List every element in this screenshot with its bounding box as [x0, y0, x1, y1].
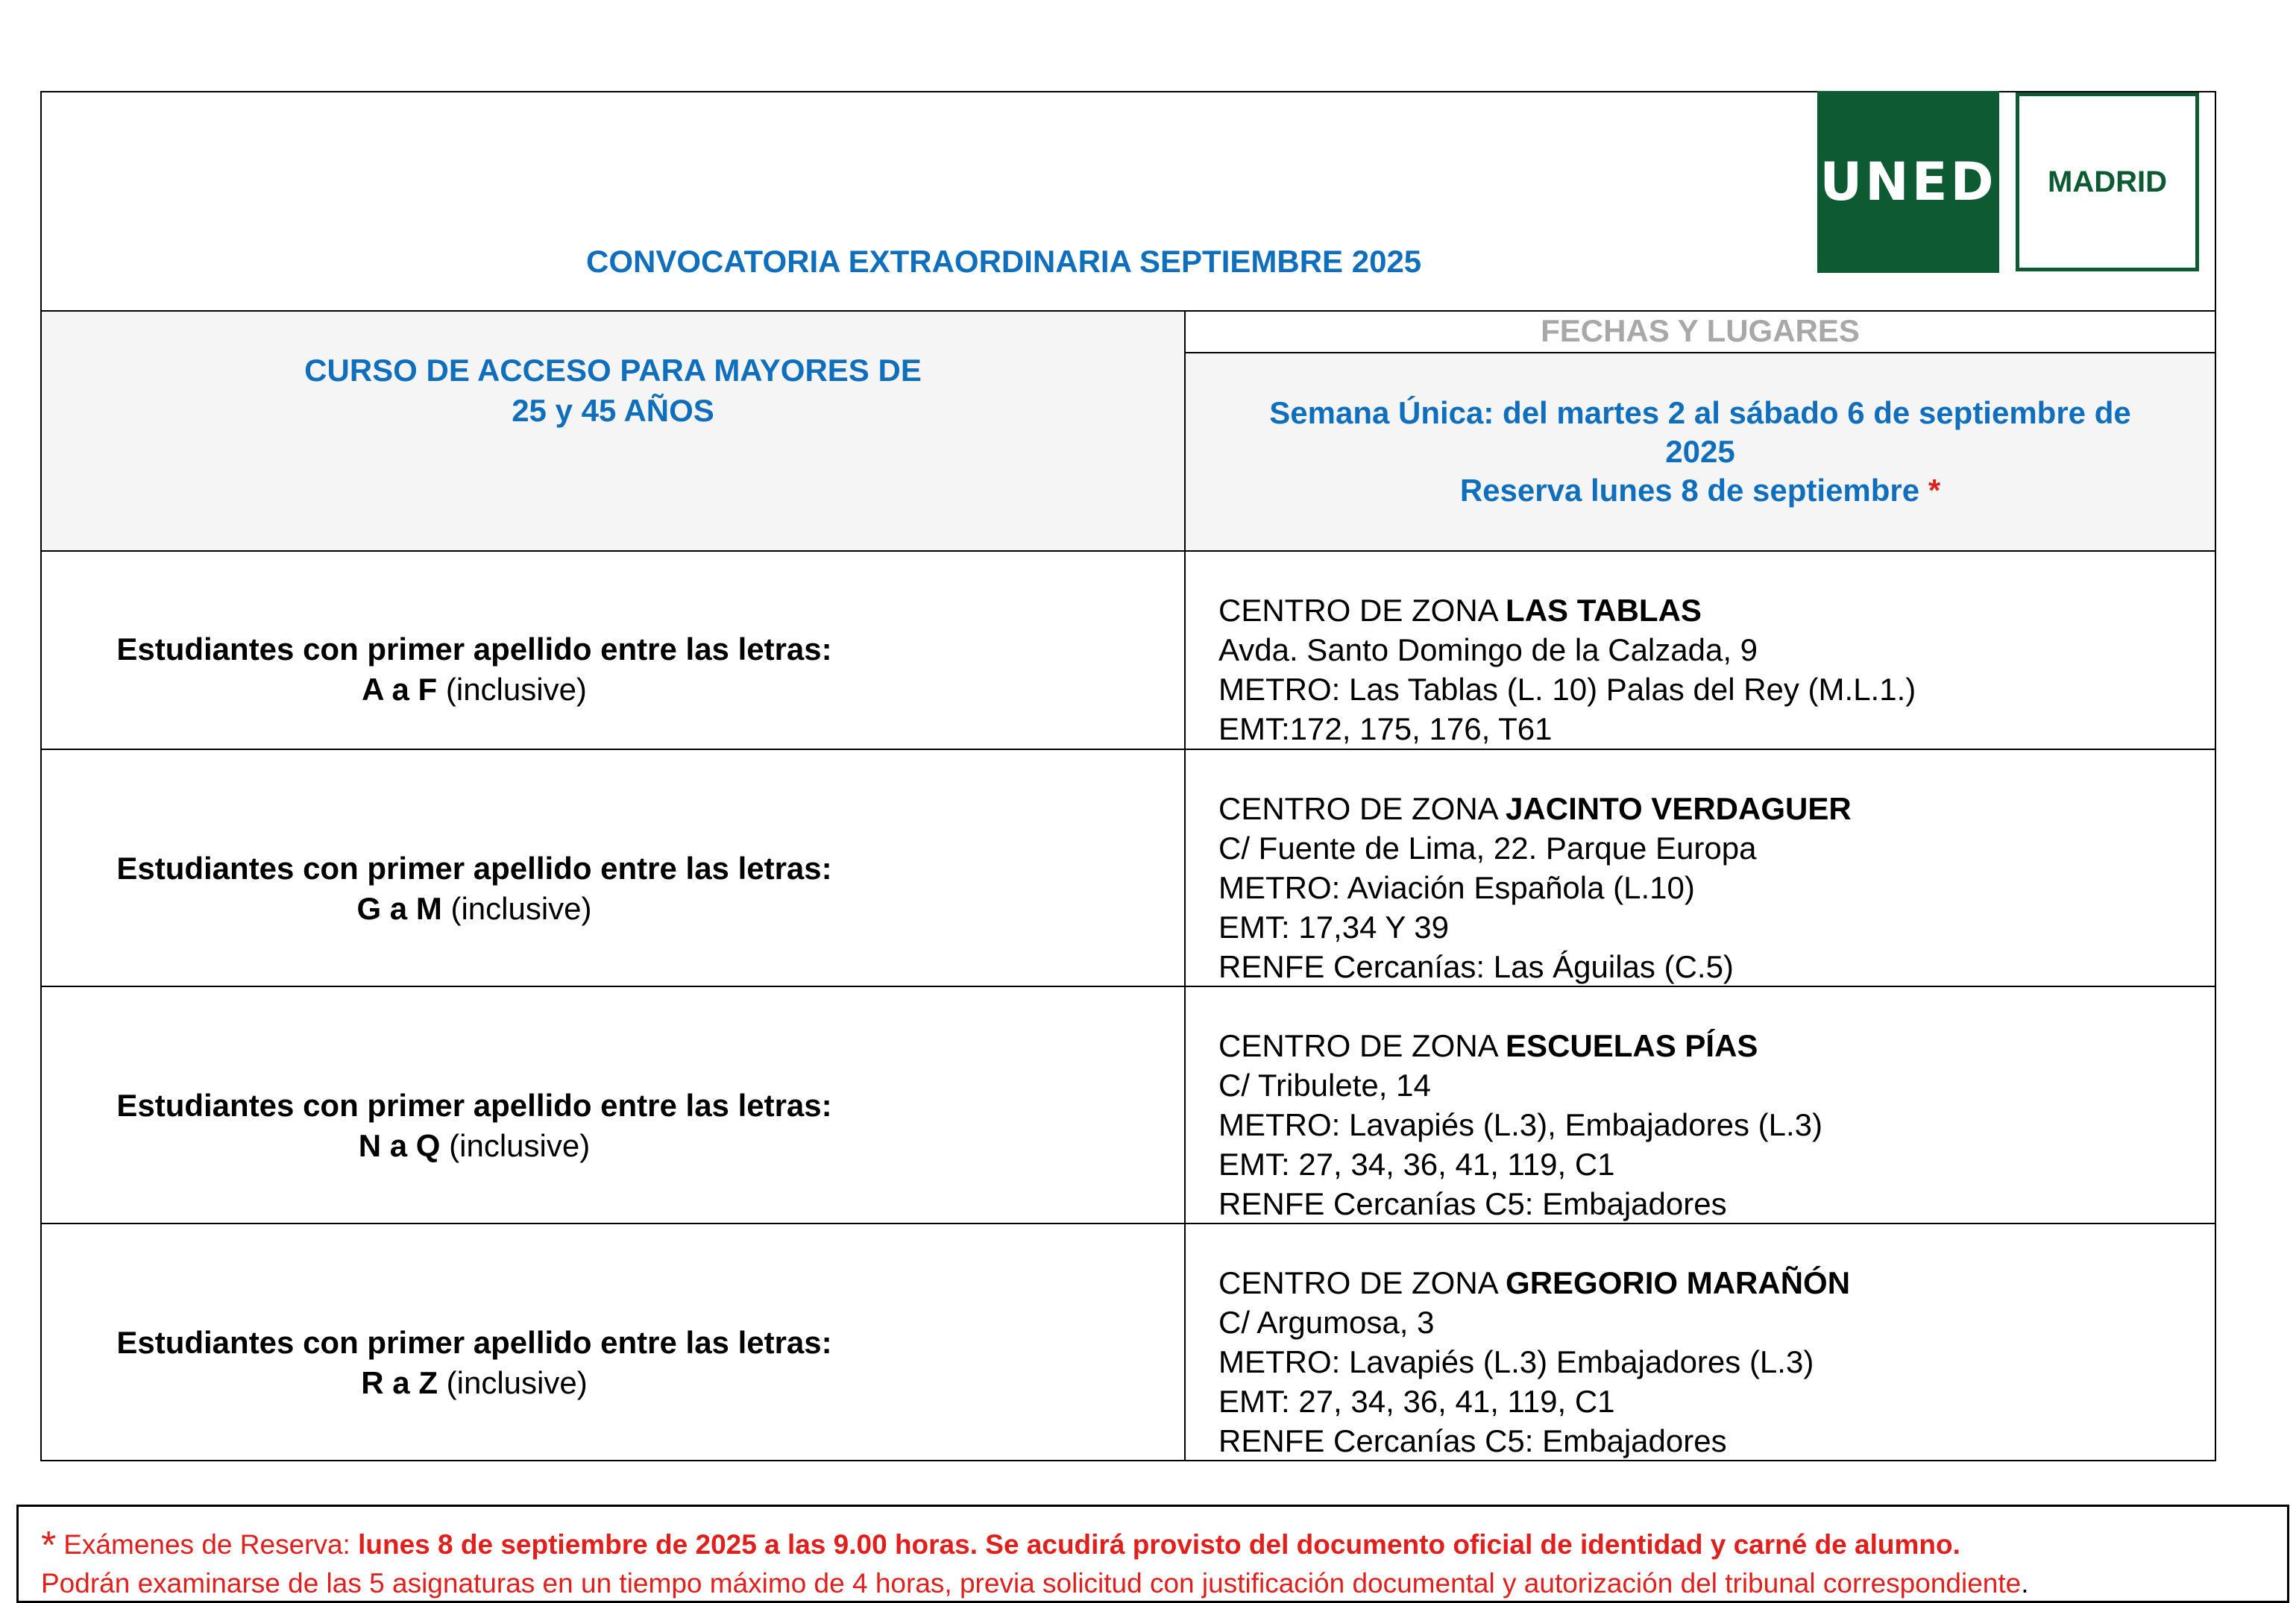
- center-name: LAS TABLAS: [1506, 593, 1702, 628]
- note-label: Exámenes de Reserva:: [63, 1529, 359, 1560]
- center-address: C/ Fuente de Lima, 22. Parque Europa: [1218, 831, 1757, 866]
- note-line2: Podrán examinarse de las 5 asignaturas en un tiempo máximo de 4 horas, previa solicitud con justificación documental y autorización del tribunal correspondiente.: [41, 1568, 2029, 1599]
- center-address: C/ Tribulete, 14: [1218, 1068, 1431, 1103]
- exam-center-2: [1218, 789, 1852, 986]
- uned-logo-mark: UNED: [1817, 91, 1999, 273]
- exam-dates-line1: Semana Única: del martes 2 al sábado 6 de septiembre de: [1269, 395, 2131, 430]
- students-lead: Estudiantes con primer apellido entre las letras:: [116, 632, 832, 667]
- exam-dates-line3: [1186, 471, 2215, 510]
- divider-title: [40, 310, 2216, 312]
- reserve-date: Reserva lunes 8 de septiembre: [1459, 473, 1920, 508]
- students-lead: Estudiantes con primer apellido entre las letras:: [116, 1088, 832, 1123]
- center-train: RENFE Cercanías: Las Águilas (C.5): [1218, 949, 1734, 984]
- center-address: C/ Argumosa, 3: [1218, 1305, 1435, 1340]
- center-bus: EMT: 17,34 Y 39: [1218, 910, 1449, 945]
- students-range-3: [42, 1086, 907, 1166]
- center-metro: METRO: Las Tablas (L. 10) Palas del Rey (M.L.1.): [1218, 672, 1916, 707]
- center-metro: METRO: Aviación Española (L.10): [1218, 870, 1695, 905]
- letter-range: A a F (inclusive): [362, 672, 587, 707]
- course-title-line1: CURSO DE ACCESO PARA MAYORES DE: [304, 353, 922, 388]
- reserve-exam-note: [16, 1505, 2289, 1603]
- uned-madrid-logo: [1817, 91, 2202, 273]
- exam-center-1: [1218, 591, 1916, 749]
- center-bus: EMT: 27, 34, 36, 41, 119, C1: [1218, 1147, 1615, 1182]
- asterisk-mark: *: [41, 1524, 57, 1567]
- students-range-4: [42, 1323, 907, 1403]
- center-name: GREGORIO MARAÑÓN: [1506, 1265, 1851, 1300]
- note-line1: [41, 1523, 1960, 1568]
- divider-row1: [40, 749, 2216, 750]
- letter-range: N a Q (inclusive): [358, 1128, 591, 1163]
- divider-fechas: [1184, 352, 2216, 353]
- asterisk-mark: *: [1928, 473, 1941, 508]
- center-title: CENTRO DE ZONA JACINTO VERDAGUER: [1218, 791, 1852, 826]
- center-metro: METRO: Lavapiés (L.3) Embajadores (L.3): [1218, 1344, 1814, 1379]
- center-metro: METRO: Lavapiés (L.3), Embajadores (L.3): [1218, 1107, 1822, 1142]
- note-bold-text: lunes 8 de septiembre de 2025 a las 9.00 horas. Se acudirá provisto del documento oficial de identidad y carné de alumno.: [358, 1529, 1960, 1560]
- students-lead: Estudiantes con primer apellido entre las letras:: [116, 851, 832, 886]
- center-title: CENTRO DE ZONA GREGORIO MARAÑÓN: [1218, 1265, 1851, 1300]
- document-table-frame: [40, 91, 2216, 1461]
- madrid-logo-box: MADRID: [2016, 92, 2199, 271]
- letter-range: G a M (inclusive): [356, 891, 592, 926]
- center-train: RENFE Cercanías C5: Embajadores: [1218, 1186, 1727, 1221]
- center-bus: EMT: 27, 34, 36, 41, 119, C1: [1218, 1384, 1615, 1419]
- center-name: ESCUELAS PÍAS: [1506, 1028, 1758, 1063]
- divider-header: [40, 550, 2216, 552]
- center-name: JACINTO VERDAGUER: [1506, 791, 1852, 826]
- exam-dates: [1186, 394, 2215, 510]
- students-range-1: [42, 629, 907, 710]
- center-title: CENTRO DE ZONA LAS TABLAS: [1218, 593, 1702, 628]
- exam-dates-line2: 2025: [1665, 434, 1735, 469]
- center-bus: EMT:172, 175, 176, T61: [1218, 711, 1553, 746]
- exam-center-3: [1218, 1026, 1822, 1223]
- course-title: [42, 350, 1184, 431]
- center-address: Avda. Santo Domingo de la Calzada, 9: [1218, 632, 1758, 667]
- divider-row3: [40, 1223, 2216, 1224]
- letter-range: R a Z (inclusive): [361, 1365, 588, 1400]
- students-lead: Estudiantes con primer apellido entre las letras:: [116, 1325, 832, 1360]
- fechas-heading: FECHAS Y LUGARES: [1541, 313, 1860, 348]
- exam-center-4: [1218, 1263, 1850, 1461]
- divider-row2: [40, 986, 2216, 987]
- convocatoria-title: CONVOCATORIA EXTRAORDINARIA SEPTIEMBRE 2025: [586, 244, 1422, 279]
- course-title-line2: 25 y 45 AÑOS: [512, 393, 714, 428]
- center-title: CENTRO DE ZONA ESCUELAS PÍAS: [1218, 1028, 1758, 1063]
- students-range-2: [42, 848, 907, 929]
- center-train: RENFE Cercanías C5: Embajadores: [1218, 1423, 1727, 1458]
